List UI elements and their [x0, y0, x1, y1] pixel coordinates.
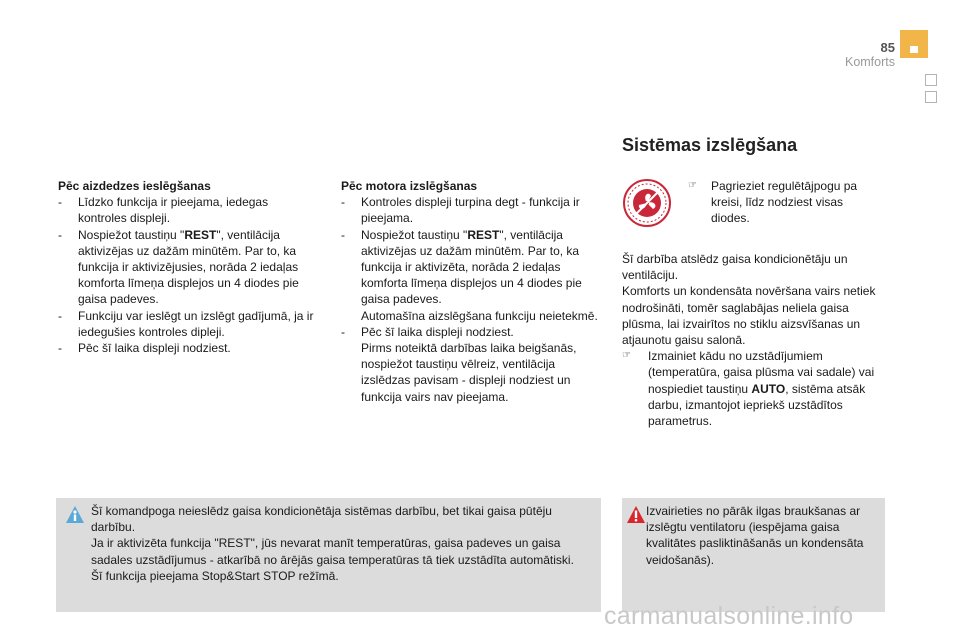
section-heading: Pēc motora izslēgšanas — [341, 179, 478, 193]
info-line: Ja ir aktivizēta funkcija "REST", jūs nevarat manīt temperatūras, gaisa padeves un gaisa sadales uzstādījumus - atkarībā no ārējās gaisa temperatūras tā tiek uzstādīta automātiski. — [91, 536, 574, 567]
warning-box — [622, 498, 885, 612]
watermark: carmanualsonline.info — [604, 602, 854, 630]
fan-off-control-icon — [622, 178, 672, 228]
warning-text: Izvairieties no pārāk ilgas braukšanas ar izslēgtu ventilatoru (iespējama gaisa kvalitātes pasliktināšanās un kondensāta veidošanās). — [646, 504, 864, 567]
chapter-marker-box — [925, 91, 937, 103]
list-item: - Nospiežot taustiņu "REST", ventilācija aktivizējas uz dažām minūtēm. Par to, ka funkcija ir aktivizējusies, norāda 2 iedaļas komforta līmeņa displejos un 4 diodes pie gaisa padeves. — [58, 227, 299, 307]
chapter-tab — [900, 30, 928, 58]
list-item: - Nospiežot taustiņu "REST", ventilācija aktivizējas uz dažām minūtēm. Par to, ka funkcija ir aktivizēta, norāda 2 iedaļas komforta līmeņa displejos un 4 diodes pie gaisa padeves. Automašīna aizslēgšana funkciju neietekmē. — [341, 227, 598, 323]
list-item: - Pēc šī laika displeji nodziest. — [58, 341, 231, 356]
step-text: Izmainiet kādu no uzstādījumiem (temperatūra, gaisa plūsma vai sadale) vai nospiediet taustiņu AUTO, sistēma atsāk darbu, izmantojot iepriekš uzstādītos parametrus. — [648, 349, 875, 429]
info-icon — [65, 505, 85, 525]
info-line: Šī komandpoga neieslēdz gaisa kondicionētāja sistēmas darbību, bet tikai gaisa pūtēju darbību. — [91, 504, 552, 535]
list-item: - Līdzko funkcija ir pieejama, iedegas kontroles displeji. — [58, 195, 269, 226]
list-item: - Funkciju var ieslēgt un izslēgt gadījumā, ja ir iedegušies kontroles dipleji. — [58, 308, 314, 339]
left-column — [58, 178, 320, 356]
step-text: Pagrieziet regulētājpogu pa kreisi, līdz nodziest visas diodes. — [711, 179, 858, 226]
step-2 — [622, 348, 884, 429]
info-text — [91, 503, 596, 584]
paragraph: Šī darbība atslēdz gaisa kondicionētāju un ventilāciju. — [622, 252, 848, 283]
list-item: - Kontroles displeji turpina degt - funkcija ir pieejama. — [341, 195, 580, 226]
section-heading: Pēc aizdedzes ieslēgšanas — [58, 179, 211, 193]
list-item: - Pēc šī laika displeji nodziest. Pirms noteiktā darbības laika beigšanās, nospiežot taustiņu vēlreiz, ventilācija izslēdzas pavisam - displeji nodziest un funkcija vairs nav pieejama. — [341, 324, 577, 404]
pointing-hand-icon: ☞ — [688, 180, 697, 191]
pointing-hand-icon: ☞ — [622, 350, 631, 362]
chapter-title: Komforts — [844, 55, 895, 69]
step-1 — [688, 178, 880, 227]
section-title: Sistēmas izslēgšana — [622, 135, 798, 155]
paragraph: Komforts un kondensāta novēršana vairs netiek nodrošināti, tomēr saglabājas neliela gaisa plūsma, lai izvairītos no stiklu aizsvīšanas un atjaunotu gaisu salonā. — [622, 284, 876, 348]
info-box — [56, 498, 601, 612]
page-number: 85 — [880, 40, 895, 55]
info-line: Šī funkcija pieejama Stop&Start STOP režīmā. — [91, 568, 339, 583]
middle-column — [341, 178, 599, 405]
right-body — [622, 251, 884, 429]
exclamation-icon — [626, 505, 646, 525]
chapter-marker-box — [925, 74, 937, 86]
